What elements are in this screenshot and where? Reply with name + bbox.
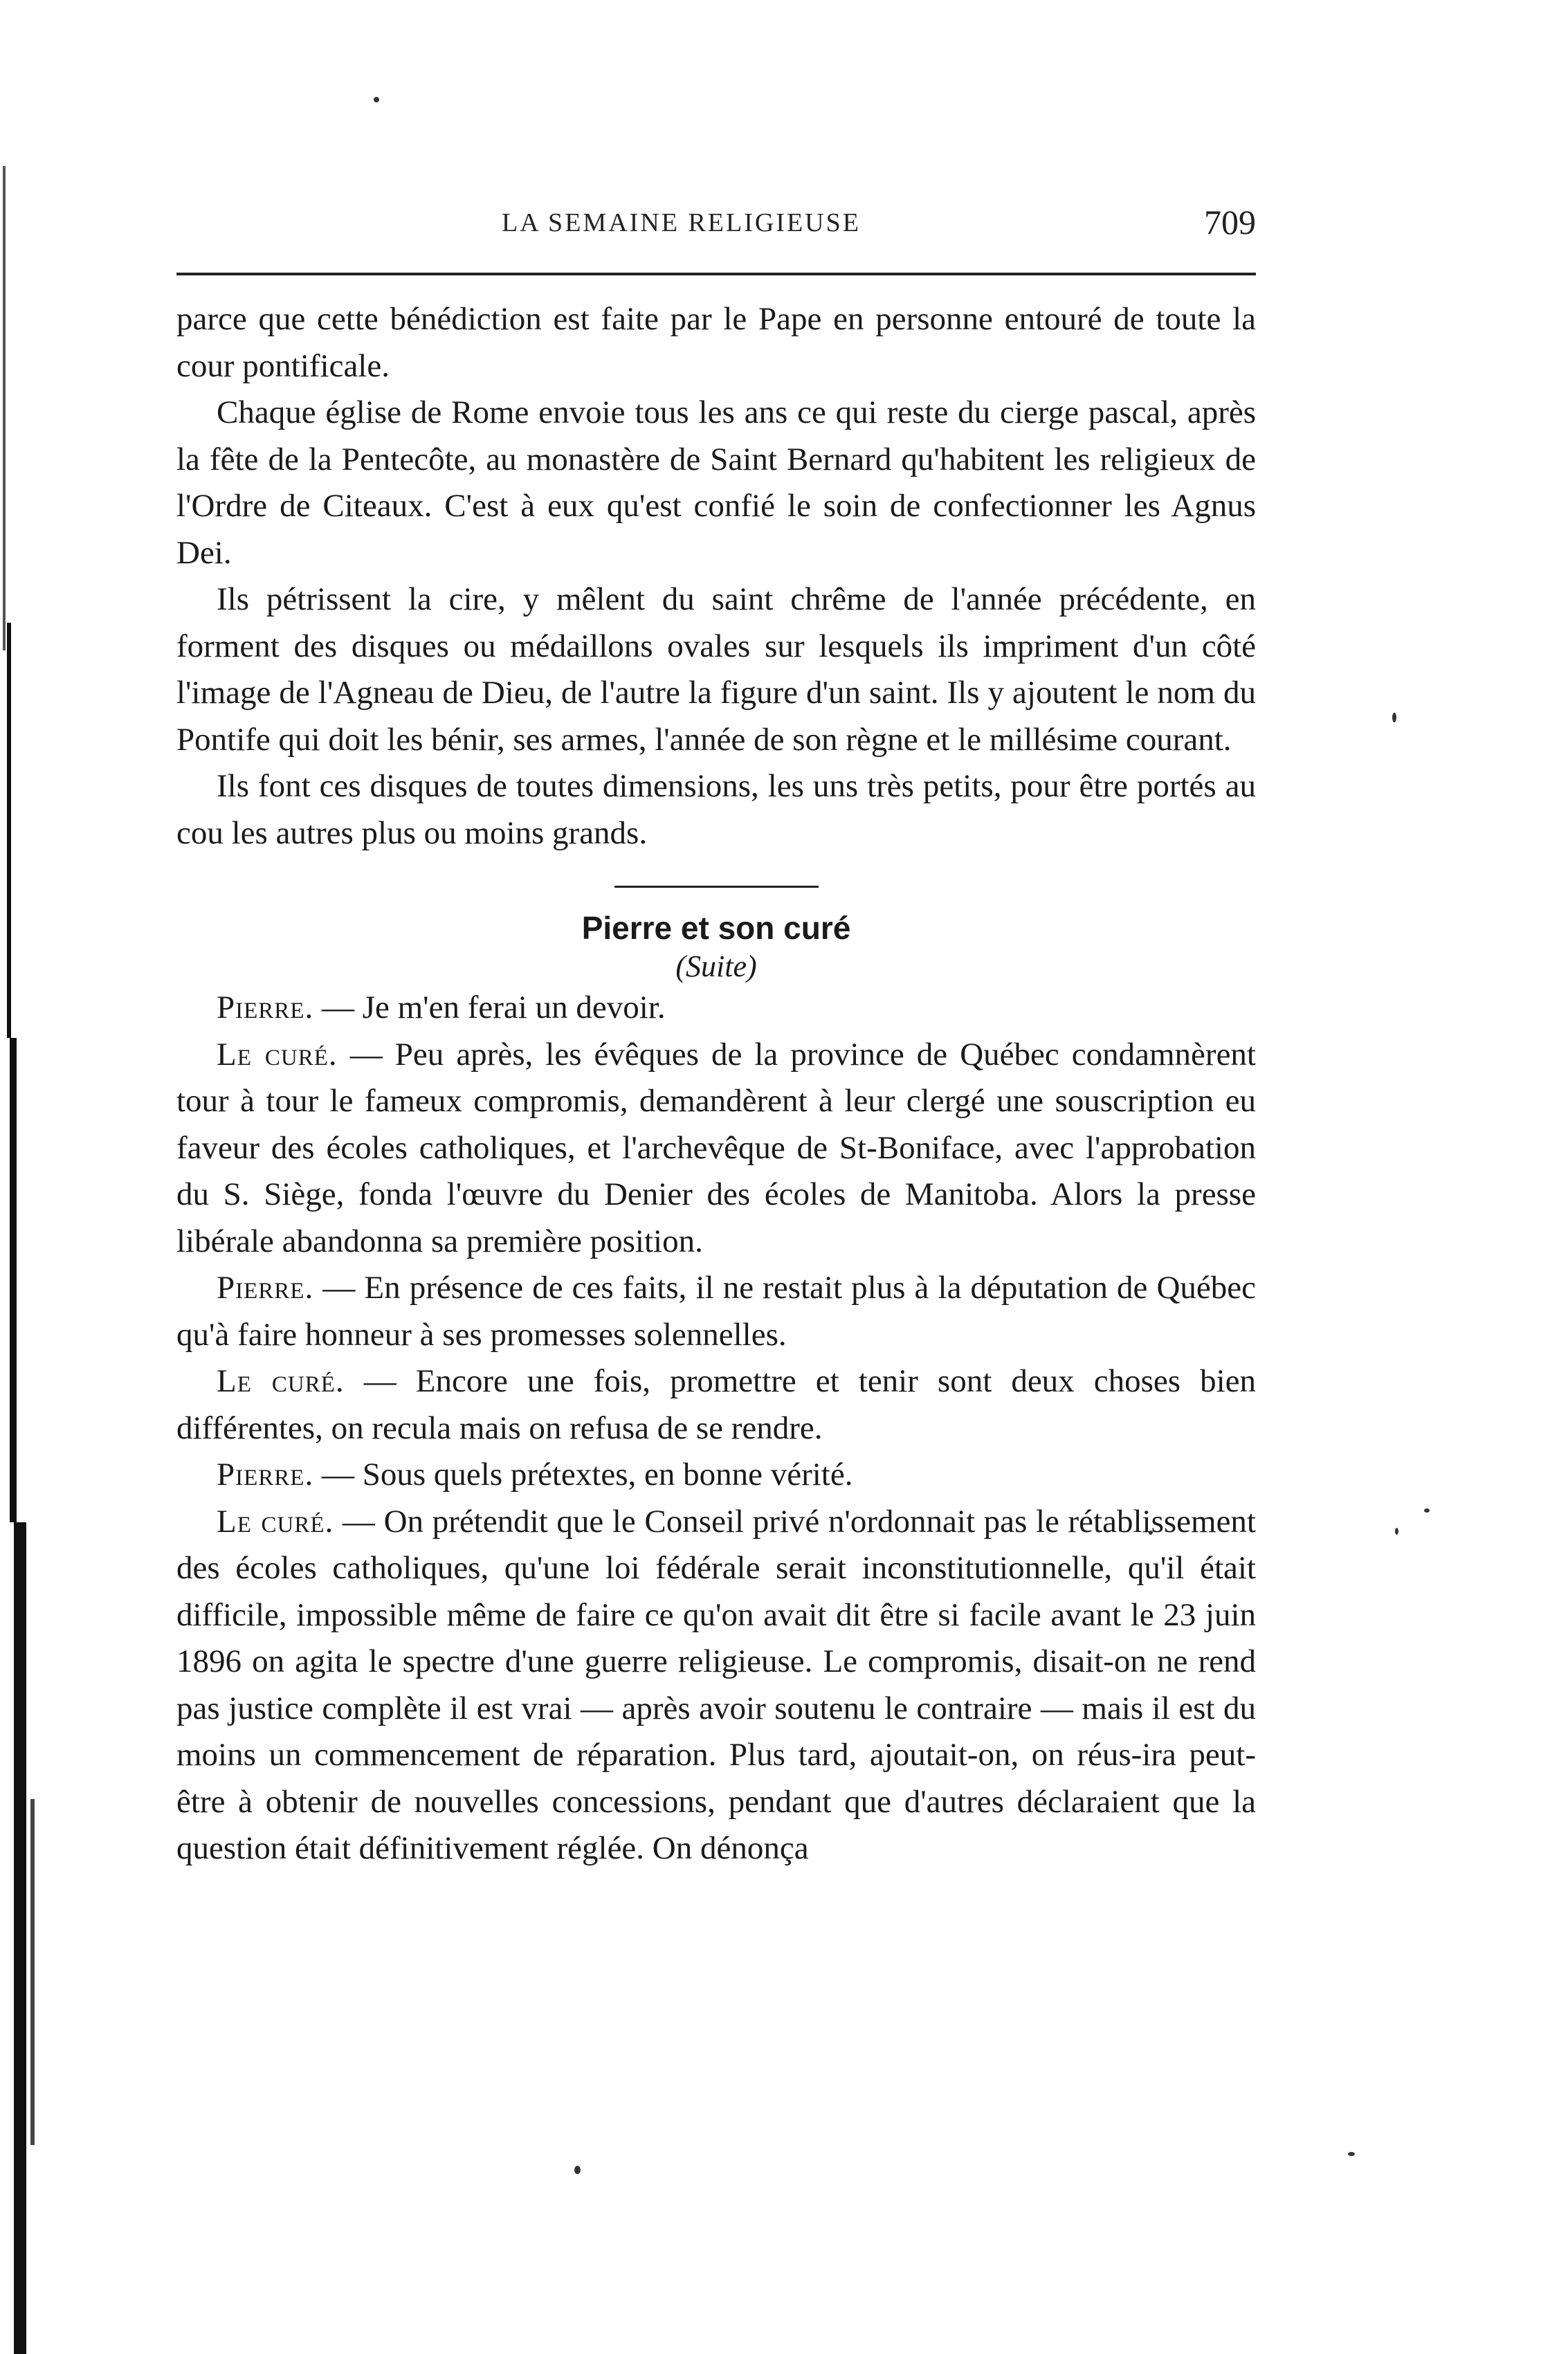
speaker-name: Pierre. xyxy=(217,989,314,1025)
scan-speck xyxy=(1348,2152,1355,2156)
dialogue-text: — Je m'en ferai un devoir. xyxy=(313,989,666,1025)
dialogue-line xyxy=(176,985,1256,1032)
section-separator xyxy=(614,886,819,888)
scan-speck xyxy=(1424,1508,1430,1513)
page-number: 709 xyxy=(1204,203,1256,241)
scan-edge xyxy=(0,0,48,2354)
paragraph: Ils pétrissent la cire, y mêlent du saint chrême de l'année précédente, en forment des disques ou médaillons ovales sur lesquels ils impriment d'un côté l'image de l'Agneau de Dieu, de l'autre la figure d'un saint. Ils y ajoutent le nom du Pontife qui doit les bénir, ses armes, l'année de son règne et le millésime courant. xyxy=(176,581,1256,758)
header-rule xyxy=(176,273,1256,275)
dialogue-text: — Encore une fois, promettre et tenir sont deux choses bien différentes, on recula mais on refusa de se rendre. xyxy=(176,1363,1256,1446)
paragraph: Chaque église de Rome envoie tous les ans ce qui reste du cierge pascal, après la fête de la Pentecôte, au monastère de Saint Bernard qu'habitent les religieux de l'Ordre de Citeaux. C'est à eux qu'est confié le soin de confectionner les Agnus Dei. xyxy=(176,394,1256,571)
dialogue-line xyxy=(176,1032,1256,1266)
speaker-name: Le curé. xyxy=(217,1503,334,1540)
scan-edge-line xyxy=(7,623,11,1038)
dialogue-line xyxy=(176,1499,1256,1872)
paragraph: Ils font ces disques de toutes dimensions, les uns très petits, pour être portés au cou les autres plus ou moins grands. xyxy=(176,768,1256,851)
body-text xyxy=(176,296,1256,1872)
dialogue-line xyxy=(176,1265,1256,1358)
scan-edge-line xyxy=(14,1522,26,2354)
speaker-name: Le curé. xyxy=(217,1036,338,1073)
dialogue-line xyxy=(176,1452,1256,1499)
document-page xyxy=(176,203,1256,1872)
dialogue-line xyxy=(176,1358,1256,1452)
running-title: LA SEMAINE RELIGIEUSE xyxy=(502,208,861,237)
scan-edge-line xyxy=(30,1799,35,2145)
scan-edge-line xyxy=(3,166,6,650)
dialogue-text: — En présence de ces faits, il ne restait plus à la députation de Québec qu'à faire honneur à ses promesses solennelles. xyxy=(176,1270,1256,1353)
scan-speck xyxy=(1392,713,1396,722)
section-subtitle: (Suite) xyxy=(675,949,757,983)
scan-speck xyxy=(374,97,379,102)
speaker-name: Pierre. xyxy=(217,1457,314,1493)
speaker-name: Le curé. xyxy=(217,1363,345,1399)
scan-speck xyxy=(1395,1528,1398,1535)
speaker-name: Pierre. xyxy=(217,1270,314,1306)
dialogue-text: — Peu après, les évêques de la province de Québec condamnèrent tour à tour le fameux compromis, demandèrent à leur clergé une souscription eu faveur des écoles catholiques, et l'archevêque de St-Boniface, avec l'approbation du S. Siège, fonda l'œuvre du Denier des écoles de Manitoba. Alors la presse libérale abandonna sa première position. xyxy=(176,1036,1256,1259)
paragraph: parce que cette bénédiction est faite par le Pape en personne entouré de toute la cour pontificale. xyxy=(176,301,1256,384)
scan-speck xyxy=(574,2166,581,2174)
dialogue-text: — Sous quels prétextes, en bonne vérité. xyxy=(313,1457,853,1493)
dialogue-text: — On prétendit que le Conseil privé n'ordonnait pas le rétablissement des écoles catholiques, qu'une loi fédérale serait inconstitutionnelle, qu'il était difficile, impossible même de faire ce qu'on avait dit être si facile avant le 23 juin 1896 on agita le spectre d'une guerre religieuse. Le compromis, disait-on ne rend pas justice complète il est vrai — après avoir soutenu le contraire — mais il est du moins un commencement de réparation. Plus tard, ajoutait-on, on réus-ira peut-être à obtenir de nouvelles concessions, pendant que d'autres déclaraient que la question était définitivement réglée. On dénonça xyxy=(176,1503,1256,1866)
section-title: Pierre et son curé xyxy=(581,910,851,946)
scan-edge-line xyxy=(10,1038,17,1522)
running-head xyxy=(176,203,1256,249)
